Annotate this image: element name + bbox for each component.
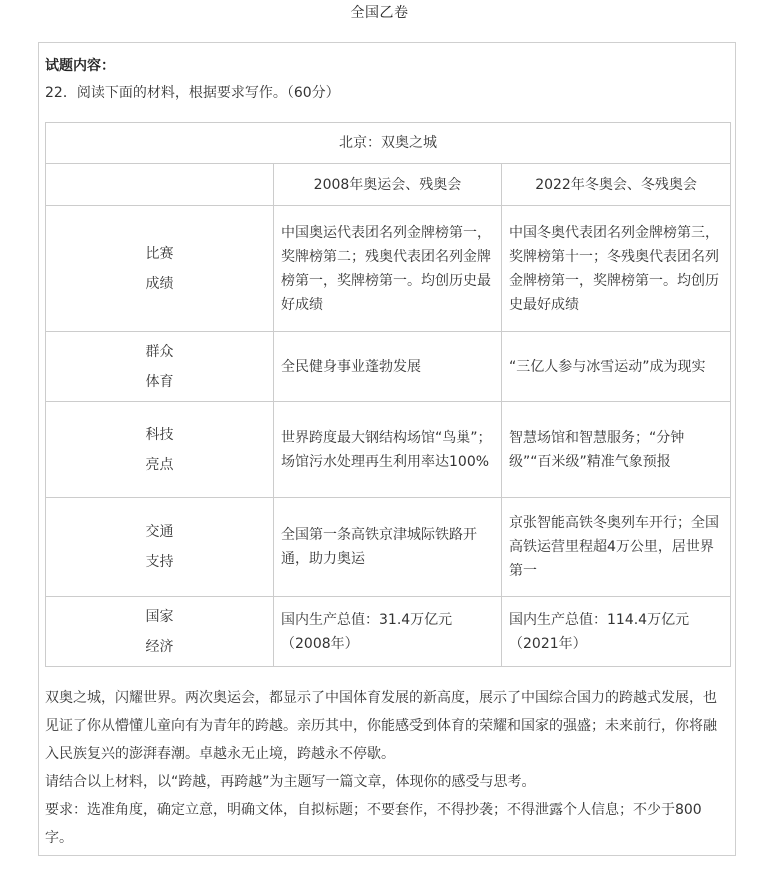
row-header: 国家 经济	[46, 597, 274, 667]
cell-2008: 全民健身事业蓬勃发展	[274, 332, 502, 402]
task-instruction: 请结合以上材料，以“跨越，再跨越”为主题写一篇文章，体现你的感受与思考。	[45, 774, 536, 790]
row-header: 科技 亮点	[46, 402, 274, 498]
col-header-2022: 2022年冬奥会、冬残奥会	[502, 164, 731, 206]
table-row	[46, 597, 731, 667]
row-header: 群众 体育	[46, 332, 274, 402]
cell-2008: 世界跨度最大钢结构场馆“鸟巢”；场馆污水处理再生利用率达100%	[274, 402, 502, 498]
section-label: 试题内容：	[45, 58, 115, 74]
cell-2022: 国内生产总值：114.4万亿元（2021年）	[502, 597, 731, 667]
table-row	[46, 206, 731, 332]
col-header-2008: 2008年奥运会、残奥会	[274, 164, 502, 206]
data-table	[45, 122, 731, 667]
table-caption-row	[46, 123, 731, 164]
header-blank-cell	[46, 164, 274, 206]
cell-2022: 智慧场馆和智慧服务；“分钟级”“百米级”精准气象预报	[502, 402, 731, 498]
table-row	[46, 332, 731, 402]
cell-2008: 中国奥运代表团名列金牌榜第一，奖牌榜第二；残奥代表团名列金牌榜第一，奖牌榜第一。均创历史最好成绩	[274, 206, 502, 332]
table-row	[46, 498, 731, 597]
row-header: 比赛 成绩	[46, 206, 274, 332]
cell-2022: 中国冬奥代表团名列金牌榜第三，奖牌榜第十一；冬残奥代表团名列金牌榜第一，奖牌榜第一。均创历史最好成绩	[502, 206, 731, 332]
table-row	[46, 402, 731, 498]
table-header-row	[46, 164, 731, 206]
requirements-text: 要求：选准角度，确定立意，明确文体，自拟标题；不要套作，不得抄袭；不得泄露个人信息；不少于800字。	[45, 802, 702, 846]
question-prompt: 22．阅读下面的材料，根据要求写作。（60分）	[45, 85, 340, 101]
page-title: 全国乙卷	[350, 5, 409, 21]
material-paragraph: 双奥之城，闪耀世界。两次奥运会，都显示了中国体育发展的新高度，展示了中国综合国力的跨越式发展，也见证了你从懵懂儿童向有为青年的跨越。亲历其中，你能感受到体育的荣耀和国家的强盛；未来前行，你将融入民族复兴的澎湃春潮。卓越永无止境，跨越永不停歇。	[45, 690, 717, 762]
cell-2022: 京张智能高铁冬奥列车开行；全国高铁运营里程超4万公里，居世界第一	[502, 498, 731, 597]
row-header: 交通 支持	[46, 498, 274, 597]
table-caption: 北京：双奥之城	[46, 123, 731, 164]
cell-2022: “三亿人参与冰雪运动”成为现实	[502, 332, 731, 402]
material-text	[45, 684, 729, 852]
cell-2008: 全国第一条高铁京津城际铁路开通，助力奥运	[274, 498, 502, 597]
cell-2008: 国内生产总值：31.4万亿元（2008年）	[274, 597, 502, 667]
